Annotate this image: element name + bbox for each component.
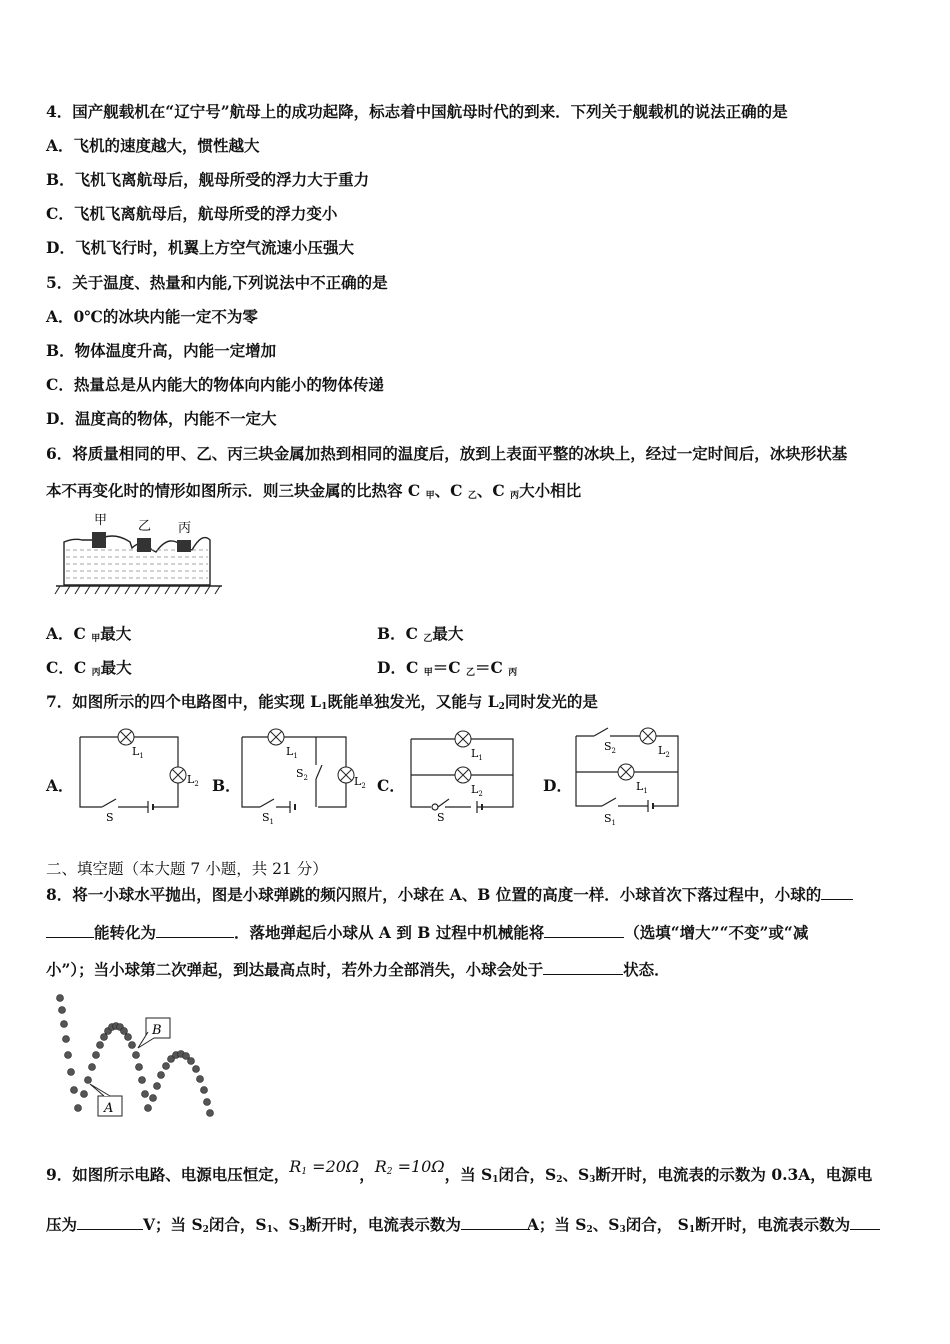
q6-option-b bbox=[377, 624, 463, 649]
q6-option-c-label: C．C bbox=[46, 658, 92, 677]
q6-option-a-tail: 最大 bbox=[100, 624, 132, 643]
q9-line2-i: 断开时，电流表示数为 bbox=[695, 1215, 851, 1234]
q9-s2: 2 bbox=[586, 1225, 593, 1235]
q5-stem: 5．关于温度、热量和内能,下列说法中不正确的是 bbox=[46, 273, 388, 292]
q6-sub-jia: 甲 bbox=[91, 634, 101, 644]
label-s: S bbox=[437, 811, 445, 824]
label-l2: $L_2$ bbox=[658, 744, 670, 759]
answer-blank[interactable] bbox=[77, 1215, 143, 1230]
q9-s2: 2 bbox=[202, 1225, 209, 1235]
q6-sub-bing: 丙 bbox=[91, 668, 101, 678]
q8-line3 bbox=[46, 960, 670, 980]
q4-stem: 4．国产舰载机在“辽宁号”航母上的成功起降，标志着中国航母时代的到来．下列关于舰载机的说法正确的是 bbox=[46, 102, 788, 121]
label-s1: $S_1$ bbox=[262, 811, 275, 826]
q6-sub-yi: 乙 bbox=[423, 634, 433, 644]
ground-hatch bbox=[55, 586, 220, 594]
label-s2: $S_2$ bbox=[604, 740, 617, 755]
q9-s2: 2 bbox=[556, 1175, 563, 1185]
answer-blank[interactable] bbox=[821, 885, 853, 900]
q8-line1 bbox=[46, 885, 853, 905]
q6-stem-tail: 大小相比 bbox=[519, 481, 582, 500]
q9-s3: 3 bbox=[299, 1225, 306, 1235]
label-l2: $L_2$ bbox=[471, 783, 483, 798]
lamp-icon bbox=[268, 729, 284, 745]
q9-line1-e: 断开时，电流表的示数为 0.3A，电源电 bbox=[595, 1165, 873, 1184]
circuit-d bbox=[568, 720, 688, 826]
q9-line2-d: 、S bbox=[272, 1215, 300, 1234]
q7-option-d-label: D． bbox=[543, 776, 572, 795]
metal-block-yi bbox=[137, 538, 151, 552]
q9-s1: 1 bbox=[492, 1175, 499, 1185]
q9-line2-b: V；当 S bbox=[143, 1215, 203, 1234]
lamp-icon bbox=[338, 767, 354, 783]
q9-line1-d: 、S bbox=[562, 1165, 590, 1184]
q9-line2-g: 、S bbox=[592, 1215, 620, 1234]
q7-sub2: 2 bbox=[498, 702, 505, 712]
q6-sep: 、C bbox=[476, 481, 511, 500]
label-bing: 丙 bbox=[178, 521, 192, 536]
q6-stem-line1: 6．将质量相同的甲、乙、丙三块金属加热到相同的温度后，放到上表面平整的冰块上，经过一定时间后，冰块形状基 bbox=[46, 444, 848, 463]
q6-sub-yi: 乙 bbox=[465, 668, 475, 678]
q8-line2-a: 能转化为 bbox=[94, 923, 157, 942]
q4-option-b: B．飞机飞离航母后，舰母所受的浮力大于重力 bbox=[46, 170, 370, 189]
q9-line2-a: 压为 bbox=[46, 1215, 78, 1234]
lamp-icon bbox=[118, 729, 134, 745]
q9-s1: 1 bbox=[266, 1225, 273, 1235]
label-a-callout bbox=[90, 1084, 122, 1116]
q9-line1-a: 9．如图所示电路、电源电压恒定， bbox=[46, 1165, 290, 1184]
label-s: S bbox=[106, 811, 114, 824]
section-heading: 二、填空题（本大题 7 小题，共 21 分） bbox=[46, 860, 328, 878]
q6-option-b-label: B．C bbox=[377, 624, 424, 643]
metal-block-jia bbox=[92, 532, 106, 548]
label-s1: $S_1$ bbox=[604, 812, 617, 827]
q5-option-c: C．热量总是从内能大的物体向内能小的物体传递 bbox=[46, 375, 384, 394]
lamp-icon bbox=[618, 764, 634, 780]
q6-option-c-tail: 最大 bbox=[100, 658, 132, 677]
q5-option-a: A．0℃的冰块内能一定不为零 bbox=[46, 307, 258, 326]
q6-sub-bing: 丙 bbox=[508, 668, 518, 678]
r2-expression: $R_2 =10\Omega$ bbox=[374, 1157, 445, 1177]
q9-line1 bbox=[46, 1157, 873, 1190]
q7-option-a-label: A． bbox=[46, 776, 74, 795]
q7-sub1: 1 bbox=[321, 702, 328, 712]
label-yi: 乙 bbox=[138, 519, 152, 534]
q6-sub-jia: 甲 bbox=[425, 491, 435, 501]
q8-line3-a: 小”）；当小球第二次弹起，到达最高点时，若外力全部消失，小球会处于 bbox=[46, 960, 544, 979]
label-l1: $L_1$ bbox=[636, 780, 648, 795]
q8-line2 bbox=[46, 923, 808, 943]
label-l1: $L_1$ bbox=[132, 745, 144, 760]
q9-line1-b: ，当 S bbox=[444, 1165, 493, 1184]
lamp-icon bbox=[170, 767, 186, 783]
answer-blank[interactable] bbox=[850, 1215, 880, 1230]
q8-line1-text: 8．将一小球水平抛出，图是小球弹跳的频闪照片，小球在 A、B 位置的高度一样．小球首次下落过程中，小球的 bbox=[46, 885, 822, 904]
q7-stem-c: 同时发光的是 bbox=[504, 692, 598, 711]
lamp-icon bbox=[455, 767, 471, 783]
ball-trajectory bbox=[57, 995, 214, 1117]
q6-sub-bing: 丙 bbox=[510, 491, 520, 501]
metal-block-bing bbox=[177, 540, 191, 552]
q6-stem-line2 bbox=[46, 481, 581, 506]
q6-sub-yi: 乙 bbox=[467, 491, 477, 501]
q9-line2 bbox=[46, 1215, 880, 1240]
answer-blank[interactable] bbox=[544, 923, 624, 938]
q7-stem bbox=[46, 692, 598, 717]
q4-option-d: D．飞机飞行时，机翼上方空气流速小压强大 bbox=[46, 238, 354, 257]
q9-s1: 1 bbox=[688, 1225, 696, 1235]
q6-option-b-tail: 最大 bbox=[432, 624, 464, 643]
label-b: B bbox=[152, 1023, 162, 1038]
lamp-icon bbox=[640, 728, 656, 744]
q9-s3: 3 bbox=[619, 1225, 626, 1235]
label-l2: $L_2$ bbox=[187, 773, 199, 788]
q7-option-c-label: C． bbox=[377, 776, 405, 795]
circuit-a bbox=[72, 725, 199, 825]
q6-option-c bbox=[46, 658, 132, 683]
q4-option-a: A．飞机的速度越大，惯性越大 bbox=[46, 136, 260, 155]
q9-comma: ， bbox=[359, 1165, 375, 1184]
bouncing-ball-figure bbox=[46, 988, 236, 1128]
q6-option-d bbox=[377, 658, 517, 683]
q8-line3-b: 状态． bbox=[623, 960, 670, 979]
q9-line2-h: 闭合， S bbox=[625, 1215, 689, 1234]
label-l2: $L_2$ bbox=[354, 775, 366, 790]
label-l1: $L_1$ bbox=[286, 745, 298, 760]
q6-sub-jia: 甲 bbox=[423, 668, 433, 678]
r1-expression: $R_1 =20\Omega$ bbox=[289, 1157, 360, 1177]
q6-option-d-label: D．C bbox=[377, 658, 424, 677]
answer-blank[interactable] bbox=[156, 923, 234, 938]
q7-stem-b: 既能单独发光，又能与 L bbox=[327, 692, 499, 711]
q8-line2-b: ．落地弹起后小球从 A 到 B 过程中机械能将 bbox=[234, 923, 545, 942]
q6-sep: 、C bbox=[434, 481, 468, 500]
q7-option-b-label: B． bbox=[212, 776, 241, 795]
q6-option-a bbox=[46, 624, 131, 649]
q5-option-d: D．温度高的物体，内能不一定大 bbox=[46, 409, 277, 428]
label-s2: $S_2$ bbox=[296, 767, 309, 782]
answer-blank[interactable] bbox=[461, 1215, 527, 1230]
label-b-callout bbox=[138, 1018, 170, 1048]
q8-line2-c: （选填“增大”“不变”或“减 bbox=[624, 923, 809, 942]
q9-s3: 3 bbox=[589, 1175, 596, 1185]
q5-option-b: B．物体温度升高，内能一定增加 bbox=[46, 341, 277, 360]
q9-line1-c: 闭合，S bbox=[498, 1165, 557, 1184]
answer-blank[interactable] bbox=[543, 960, 623, 975]
label-a: A bbox=[104, 1101, 114, 1116]
q7-stem-a: 7．如图所示的四个电路图中，能实现 L bbox=[46, 692, 322, 711]
circuit-c bbox=[405, 725, 520, 825]
q9-line2-f: A；当 S bbox=[526, 1215, 587, 1234]
label-l1: $L_1$ bbox=[471, 747, 483, 762]
q4-option-c: C．飞机飞离航母后，航母所受的浮力变小 bbox=[46, 204, 338, 223]
circuit-b bbox=[236, 725, 366, 825]
ice-block-figure bbox=[52, 510, 227, 600]
q6-eq: ＝C bbox=[474, 658, 509, 677]
q9-line2-e: 断开时，电流表示数为 bbox=[305, 1215, 461, 1234]
label-jia: 甲 bbox=[94, 513, 108, 528]
q6-eq: ＝C bbox=[432, 658, 466, 677]
q9-line2-c: 闭合，S bbox=[208, 1215, 267, 1234]
q6-option-a-label: A．C bbox=[46, 624, 92, 643]
lamp-icon bbox=[455, 731, 471, 747]
answer-blank[interactable] bbox=[46, 923, 94, 938]
q6-stem-text: 本不再变化时的情形如图所示．则三块金属的比热容 C bbox=[46, 481, 426, 500]
